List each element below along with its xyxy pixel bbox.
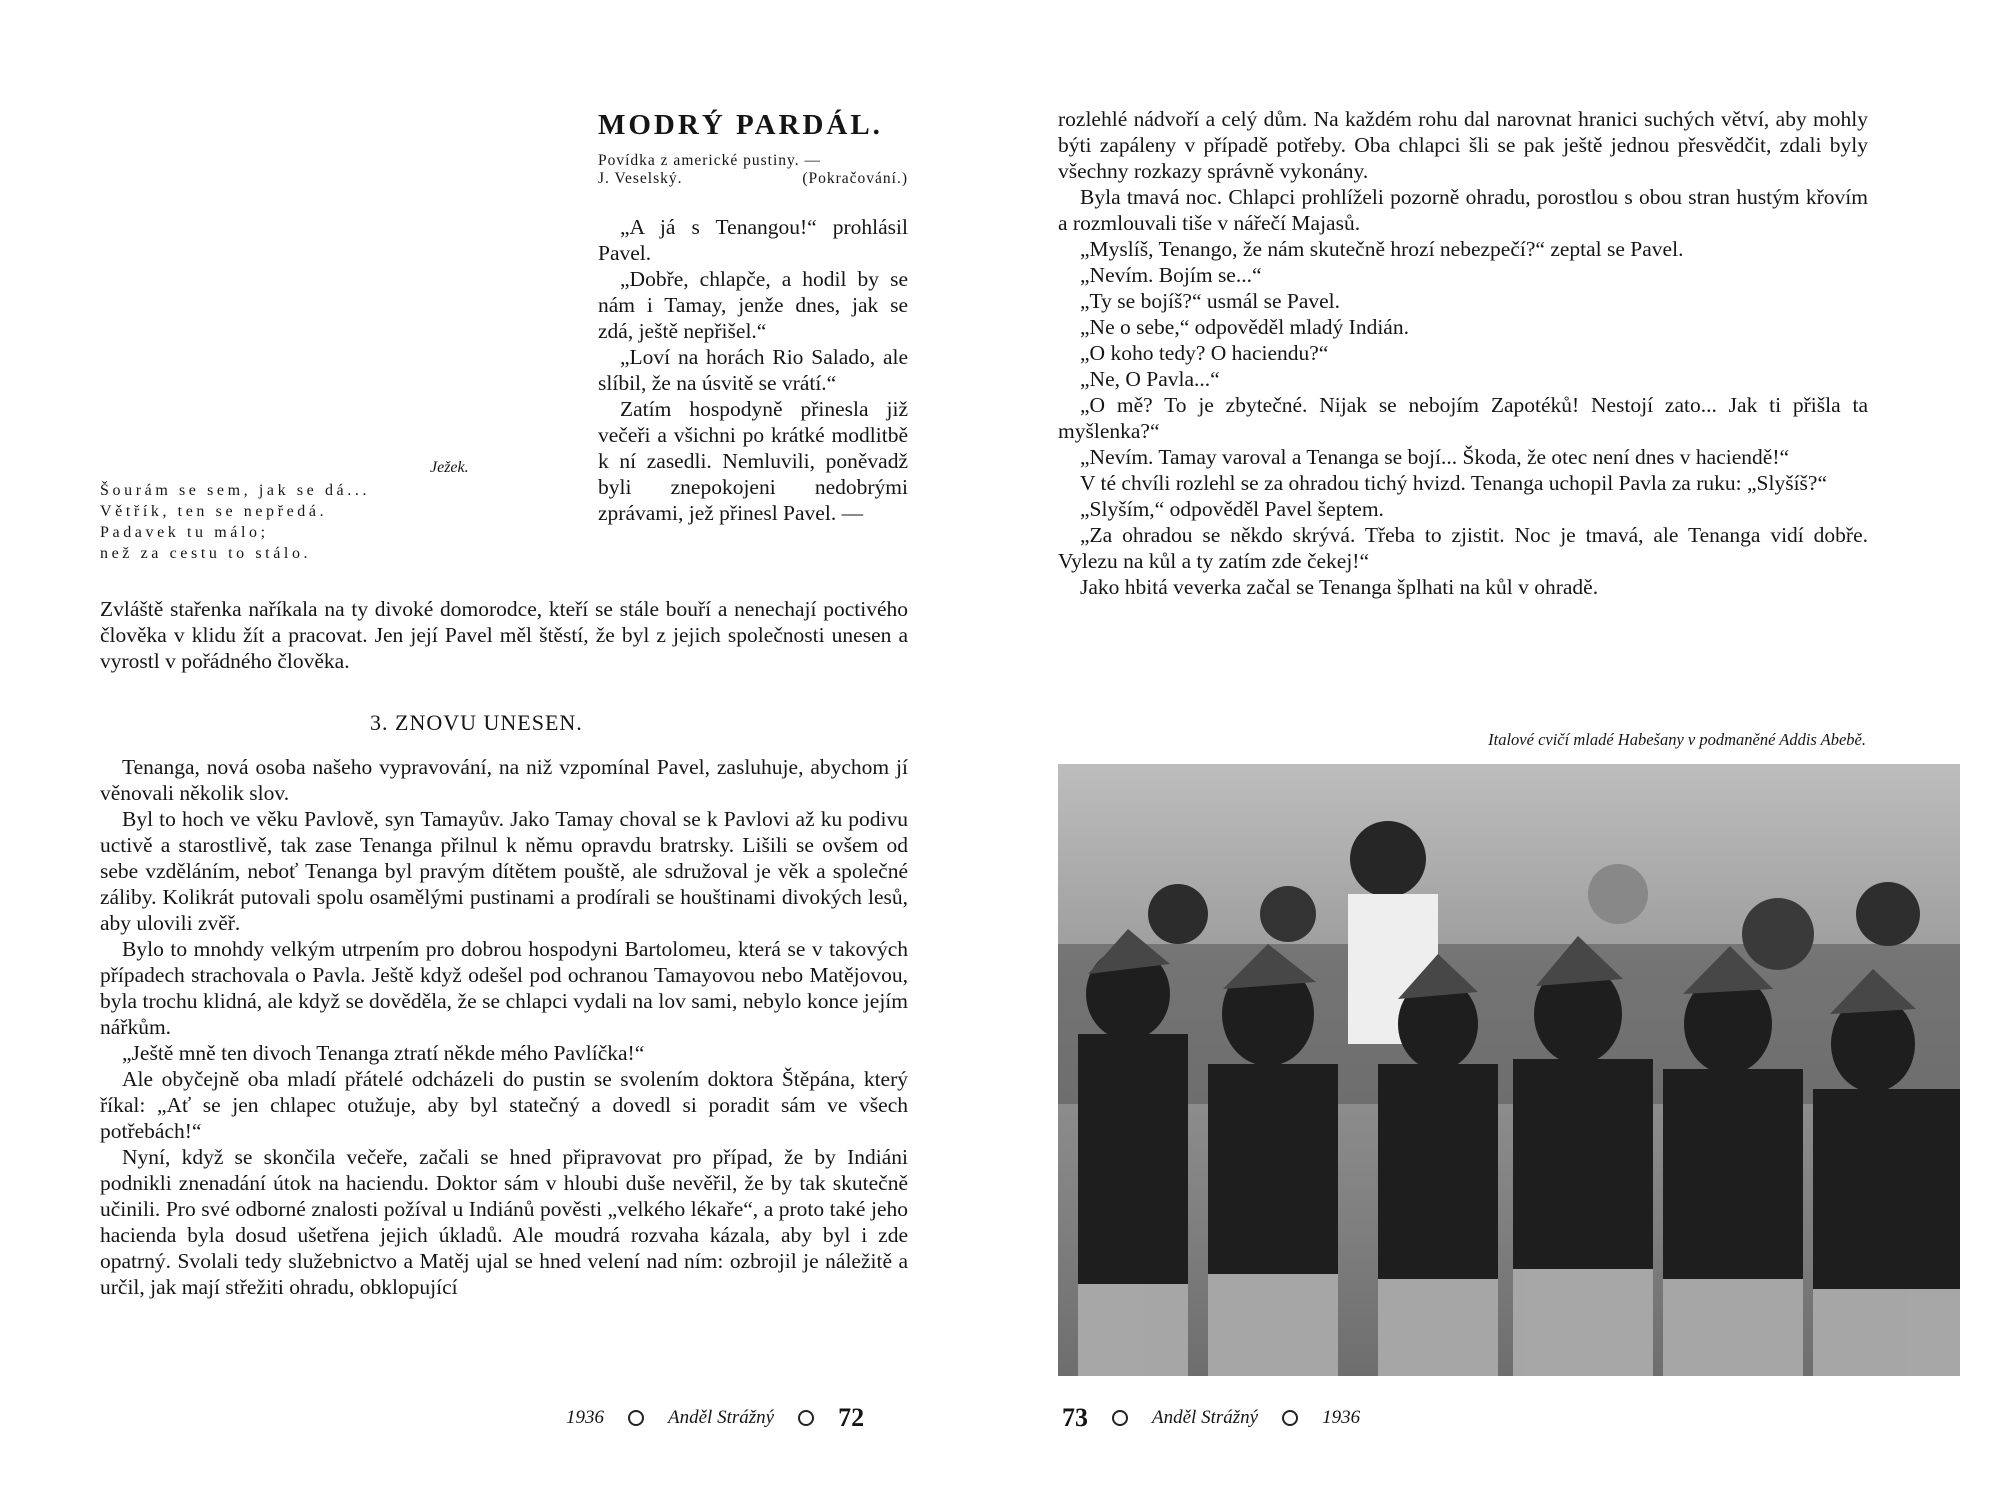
footer-year: 1936 bbox=[566, 1407, 604, 1428]
left-footer bbox=[566, 1403, 864, 1433]
right-footer bbox=[1062, 1403, 1360, 1433]
paragraph: „Ne o sebe,“ odpověděl mladý Indián. bbox=[1080, 315, 1409, 339]
poem bbox=[100, 480, 560, 564]
story-subtitle bbox=[598, 152, 908, 188]
paragraph: Byla tmavá noc. Chlapci prohlíželi pozorně ohradu, porostlou s obou stran hustým křovím a rozmlouvali tiše v nářečí Majasů. bbox=[1058, 185, 1868, 235]
right-page bbox=[1000, 0, 1994, 1500]
paragraph: „Myslíš, Tenango, že nám skutečně hrozí nebezpečí?“ zeptal se Pavel. bbox=[1080, 237, 1684, 261]
narrow-paragraph: „Loví na horách Rio Salado, ale slíbil, že na úsvitě se vrátí.“ bbox=[598, 345, 908, 395]
circle-divider-icon bbox=[1112, 1410, 1128, 1426]
page-number: 72 bbox=[838, 1403, 865, 1432]
footer-magazine: Anděl Strážný bbox=[1152, 1407, 1259, 1428]
poem-author: Ježek. bbox=[430, 459, 469, 476]
subtitle-line: Povídka z americké pustiny. — bbox=[598, 152, 821, 169]
continuation-paragraph bbox=[100, 596, 908, 674]
paragraph: Nyní, když se skončila večeře, začali se hned připravovat pro případ, že by Indiáni podnikli znenadání útok na haciendu. Doktor sám v hloubi duše nevěřil, že by tak skutečně učinili. Pro své odborné znalosti požíval u Indiánů pověsti „velkého lékaře“, a proto také jeho hacienda byla dosud ušetřena jejich úkladů. Ale moudrá rozvaha kázala, aby byl i zde opatrný. Svolali tedy služebnictvo a Matěj ujal se hned velení nad ním: ozbrojil je náležitě a určil, jak mají střežiti ohradu, obklopující bbox=[100, 1145, 908, 1299]
poem-line: Šourám se sem, jak se dá... bbox=[100, 482, 371, 499]
paragraph: „Ještě mně ten divoch Tenanga ztratí někde mého Pavlíčka!“ bbox=[122, 1041, 645, 1065]
footer-magazine: Anděl Strážný bbox=[668, 1407, 775, 1428]
footer-year: 1936 bbox=[1322, 1407, 1361, 1428]
photo-caption: Italové cvičí mladé Habešany v podmaněné Addis Abebě. bbox=[1488, 730, 1866, 749]
page-number: 73 bbox=[1062, 1403, 1088, 1432]
subtitle-author: J. Veselský. bbox=[598, 170, 683, 187]
paragraph: „Ne, O Pavla...“ bbox=[1080, 367, 1220, 391]
poem-line: než za cestu to stálo. bbox=[100, 545, 312, 562]
paragraph: Ale obyčejně oba mladí přátelé odcházeli do pustin se svolením doktora Štěpána, který říkal: „Ať se jen chlapec otužuje, aby byl statečný a dovedl si poradit sám ve všech potřebách!“ bbox=[100, 1067, 908, 1143]
circle-divider-icon bbox=[1282, 1410, 1298, 1426]
narrow-paragraph: „Dobře, chlapče, a hodil by se nám i Tamay, jenže dnes, jak se zdá, ještě nepřišel.“ bbox=[598, 267, 908, 343]
paragraph: Jako hbitá veverka začal se Tenanga šplhati na kůl v ohradě. bbox=[1080, 575, 1599, 599]
photograph bbox=[1058, 764, 1960, 1376]
photo-illustration bbox=[1058, 764, 1960, 1376]
paragraph: Bylo to mnohdy velkým utrpením pro dobrou hospodyni Bartolomeu, která se v takových případech strachovala o Pavla. Ještě když odešel pod ochranou Tamayovou nebo Matějovou, byla trochu klidná, ale když se dověděla, že se chlapci vydali na lov sami, nebylo konce jejím nářkům. bbox=[100, 937, 908, 1039]
section-heading: 3. ZNOVU UNESEN. bbox=[370, 710, 583, 735]
narrow-paragraph: „A já s Tenangou!“ prohlásil Pavel. bbox=[598, 215, 908, 265]
subtitle-author-line bbox=[598, 170, 908, 188]
paragraph: rozlehlé nádvoří a celý dům. Na každém rohu dal narovnat hranici suchých větví, aby mohly býti zapáleny v případě potřeby. Oba chlapci šli se pak ještě jednou přesvědčit, zdali byly všechny rozkazy správně vykonány. bbox=[1058, 107, 1868, 183]
poem-line: Padavek tu málo; bbox=[100, 524, 269, 541]
paragraph: „Slyším,“ odpověděl Pavel šeptem. bbox=[1080, 497, 1384, 521]
paragraph: Byl to hoch ve věku Pavlově, syn Tamayův. Jako Tamay choval se k Pavlovi až ku podivu uctivě a starostlivě, tak zase Tenanga přilnul k němu opravdu bratrsky. Lišili se ovšem od sebe vzděláním, neboť Tenanga byl pravým dítětem pouště, ale sdružoval je věk a společné záliby. Kolikrát putovali spolu osamělými pustinami a prodírali se houštinami divokých lesů, aby ulovili zvěř. bbox=[100, 807, 908, 935]
paragraph: „Nevím. Tamay varoval a Tenanga se bojí... Škoda, že otec není dnes v haciendě!“ bbox=[1080, 445, 1790, 469]
right-body-text bbox=[1058, 106, 1868, 600]
paragraph: „O koho tedy? O haciendu?“ bbox=[1080, 341, 1329, 365]
paragraph: Tenanga, nová osoba našeho vypravování, na niž vzpomínal Pavel, zasluhuje, abychom jí věnovali několik slov. bbox=[100, 755, 908, 805]
circle-divider-icon bbox=[798, 1410, 814, 1426]
narrow-paragraph: Zatím hospodyně přinesla již večeři a všichni po krátké modlitbě k ní zasedli. Nemluvili, poněvadž byli znepokojeni nedobrými zprávami, jež přinesl Pavel. — bbox=[598, 397, 908, 525]
circle-divider-icon bbox=[628, 1410, 644, 1426]
subtitle-continuation: (Pokračování.) bbox=[802, 170, 908, 187]
paragraph: „O mě? To je zbytečné. Nijak se nebojím Zapotéků! Nestojí zato... Jak ti přišla ta myšlenka?“ bbox=[1058, 393, 1868, 443]
story-title: MODRÝ PARDÁL. bbox=[598, 109, 883, 141]
narrow-column bbox=[598, 214, 908, 526]
paragraph: V té chvíli rozlehl se za ohradou tichý hvizd. Tenanga uchopil Pavla za ruku: „Slyšíš?“ bbox=[1080, 471, 1827, 495]
paragraph: „Ty se bojíš?“ usmál se Pavel. bbox=[1080, 289, 1341, 313]
paragraph: „Nevím. Bojím se...“ bbox=[1080, 263, 1262, 287]
continuation-text: Zvláště stařenka naříkala na ty divoké domorodce, kteří se stále bouří a nenechají poctivého člověka v klidu žít a pracovat. Jen její Pavel měl štěstí, že byl z jejich společnosti unesen a vyrostl v pořádného člověka. bbox=[100, 597, 908, 673]
paragraph: „Za ohradou se někdo skrývá. Třeba to zjistit. Noc je tmavá, ale Tenanga vidí dobře. Vylezu na kůl a ty zatím zde čekej!“ bbox=[1058, 523, 1868, 573]
poem-line: Větřík, ten se nepředá. bbox=[100, 503, 328, 520]
left-body-text bbox=[100, 754, 908, 1300]
